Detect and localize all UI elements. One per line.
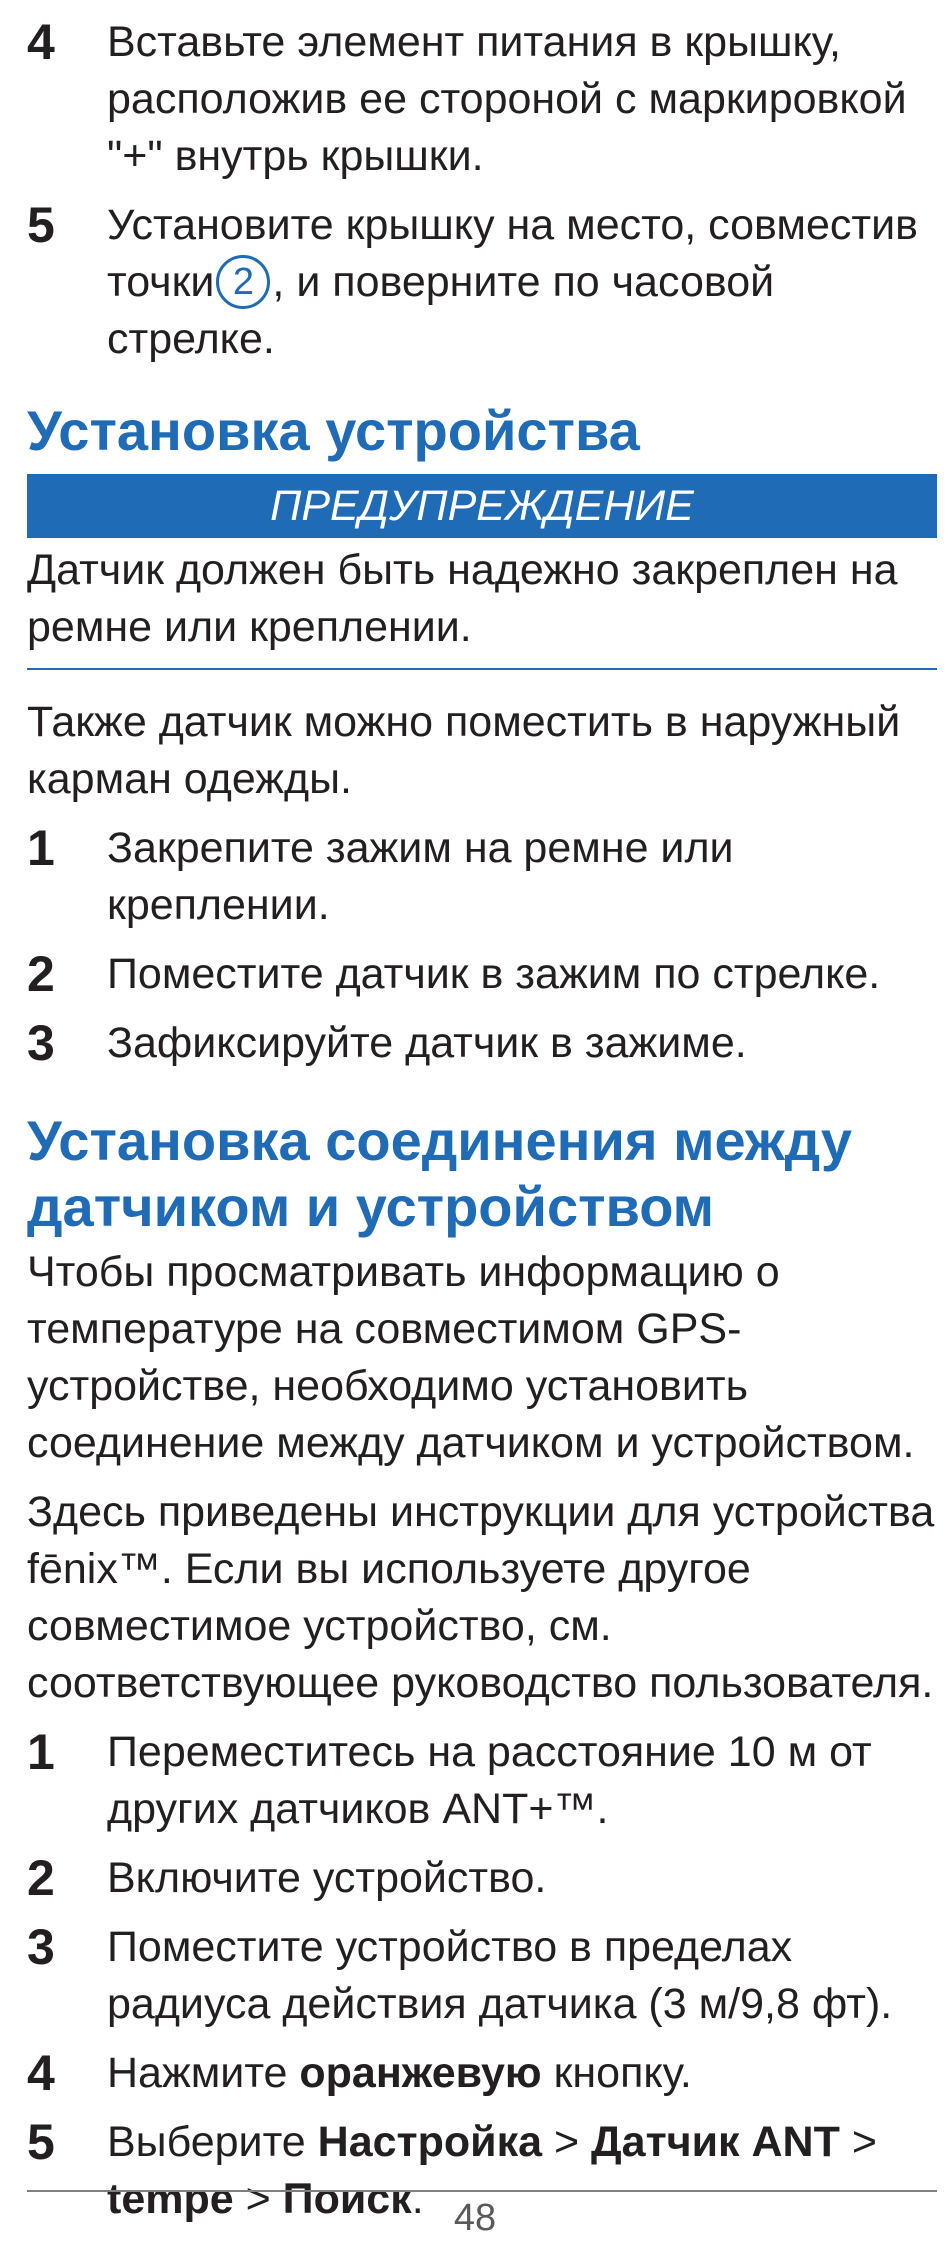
step-number: 1 <box>27 1724 55 1780</box>
menu-path-item: Поиск <box>282 2175 412 2223</box>
list-item <box>27 1850 937 1907</box>
section-heading-pairing <box>27 1108 937 1240</box>
section-heading-install: Установка устройства <box>27 399 640 462</box>
step-text: кнопку. <box>541 2049 692 2097</box>
step-number: 2 <box>27 1850 55 1906</box>
step-text: Нажмите <box>107 2049 300 2097</box>
step-text: Включите устройство. <box>107 1854 547 1902</box>
step-text: . <box>411 2175 424 2223</box>
step-number: 4 <box>27 14 55 70</box>
warning-text: Датчик должен быть надежно закреплен на ремне или креплении. <box>27 542 937 670</box>
step-number: 5 <box>27 2114 55 2170</box>
heading-line: Установка соединения между <box>27 1109 853 1172</box>
list-item <box>27 1919 937 2033</box>
step-number: 3 <box>27 1919 55 1975</box>
list-item <box>27 1015 937 1072</box>
step-text: Поместите датчик в зажим по стрелке. <box>107 950 881 998</box>
install-intro: Также датчик можно поместить в наружный карман одежды. <box>27 698 901 803</box>
step-text: Переместитесь на расстояние 10 м от других датчиков ANT+™. <box>107 1728 872 1833</box>
step-number: 3 <box>27 1015 55 1071</box>
list-item <box>27 197 937 368</box>
step-text: , и поверните по часовой стрелке. <box>107 258 775 363</box>
step-number: 4 <box>27 2045 55 2101</box>
menu-path-separator: > <box>839 2118 877 2166</box>
menu-path-item: tempe <box>107 2175 234 2223</box>
list-item <box>27 14 937 185</box>
menu-path-separator: > <box>542 2118 592 2166</box>
list-item <box>27 2045 937 2102</box>
step-text: Выберите <box>107 2118 318 2166</box>
callout-number: 2 <box>216 255 270 309</box>
menu-path-item: Датчик ANT <box>591 2118 840 2166</box>
menu-path-item: Настройка <box>317 2118 542 2166</box>
pairing-paragraph: Чтобы просматривать информацию о температуре на совместимом GPS-устройстве, необходимо установить соединение между датчиком и устройством. <box>27 1248 915 1467</box>
pairing-paragraph: Здесь приведены инструкции для устройства fēnix™. Если вы используете другое совместимое устройство, см. соответствующее руководство пользователя. <box>27 1488 935 1707</box>
page-number: 48 <box>453 2197 497 2239</box>
step-number: 2 <box>27 946 55 1002</box>
step-text: Установите крышку на место, совместив точки <box>107 201 918 306</box>
list-item <box>27 1724 937 1838</box>
heading-line: датчиком и устройством <box>27 1175 715 1238</box>
step-text: Вставьте элемент питания в крышку, расположив ее стороной с маркировкой "+" внутрь крышки. <box>107 18 907 180</box>
step-number: 5 <box>27 197 55 253</box>
button-name-orange: оранжевую <box>299 2049 542 2097</box>
list-item <box>27 946 937 1003</box>
step-number: 1 <box>27 820 55 876</box>
menu-path-separator: > <box>233 2175 283 2223</box>
step-text: Закрепите зажим на ремне или креплении. <box>107 824 734 929</box>
warning-banner: ПРЕДУПРЕЖДЕНИЕ <box>27 474 937 538</box>
manual-page <box>27 0 937 2228</box>
step-text: Поместите устройство в пределах радиуса действия датчика (3 м/9,8 фт). <box>107 1923 893 2028</box>
footer-divider <box>27 2190 937 2192</box>
step-text: Зафиксируйте датчик в зажиме. <box>107 1019 747 1067</box>
list-item <box>27 820 937 934</box>
